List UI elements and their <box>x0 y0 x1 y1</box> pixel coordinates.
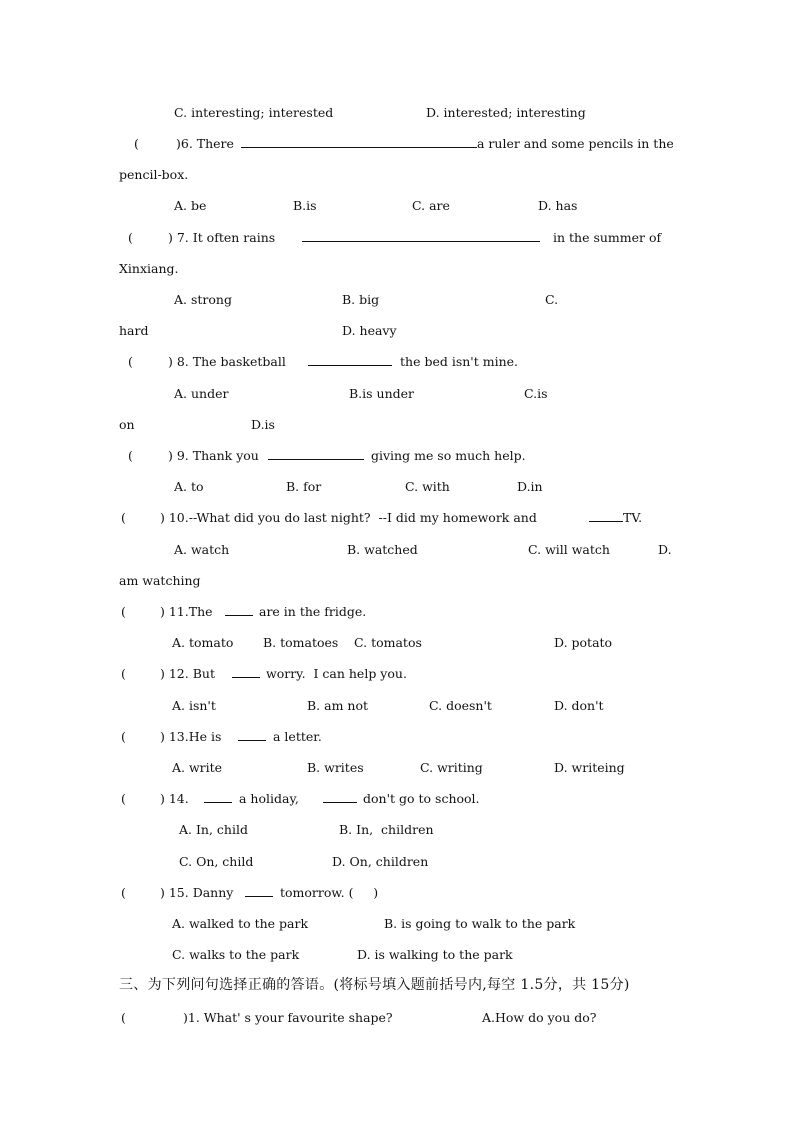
q15-answer-blank[interactable] <box>245 885 273 901</box>
q12-question-end: worry. I can help you. <box>266 666 407 681</box>
q6-question-start: )6. There <box>176 136 234 151</box>
q10-option-d: D. <box>658 542 672 557</box>
q8-paren-open: ( <box>128 354 133 369</box>
q15-option-b: B. is going to walk to the park <box>384 916 576 931</box>
q12-option-d: D. don't <box>554 698 604 713</box>
q8-question-start: ) 8. The basketball <box>168 354 286 369</box>
q14-question-middle: a holiday, <box>239 791 299 806</box>
q7-option-b: B. big <box>342 292 380 307</box>
q7-answer-blank[interactable] <box>302 230 540 246</box>
q15-option-d: D. is walking to the park <box>357 947 513 962</box>
q8-answer-blank[interactable] <box>308 354 392 370</box>
q9-option-a: A. to <box>174 479 204 494</box>
section-3-heading: 三、为下列问句选择正确的答语。(将标号填入题前括号内,每空 1.5分，共 15分) <box>119 977 630 993</box>
q6-option-b: B.is <box>293 198 317 213</box>
q10-option-c: C. will watch <box>528 542 610 557</box>
q11-question-start: ) 11.The <box>160 604 213 619</box>
q14-answer-blank-1[interactable] <box>204 791 232 807</box>
q9-option-d: D.in <box>517 479 543 494</box>
q9-question-end: giving me so much help. <box>371 448 526 463</box>
q12-option-b: B. am not <box>307 698 369 713</box>
q8-question-end: the bed isn't mine. <box>400 354 518 369</box>
q15-option-c: C. walks to the park <box>172 947 300 962</box>
q8-option-d: D.is <box>251 417 275 432</box>
q15-question-start: ) 15. Danny <box>160 885 234 900</box>
q6-question-end: a ruler and some pencils in the <box>477 136 674 151</box>
q8-option-b: B.is under <box>349 386 415 401</box>
q14-question-start: ) 14. <box>160 791 189 806</box>
q14-option-c: C. On, child <box>179 854 254 869</box>
q11-answer-blank[interactable] <box>225 604 253 620</box>
q6-option-c: C. are <box>412 198 450 213</box>
q13-question-start: ) 13.He is <box>160 729 222 744</box>
q13-question-end: a letter. <box>273 729 322 744</box>
q8-option-c: C.is <box>524 386 548 401</box>
q8-option-c-continued: on <box>119 417 135 432</box>
q11-paren-open: ( <box>121 604 126 619</box>
q9-question-start: ) 9. Thank you <box>168 448 259 463</box>
q7-option-a: A. strong <box>174 292 232 307</box>
q14-option-b: B. In, children <box>339 822 434 837</box>
q13-option-a: A. write <box>172 760 223 775</box>
q12-answer-blank[interactable] <box>232 666 260 682</box>
q14-answer-blank-2[interactable] <box>323 791 357 807</box>
q9-answer-blank[interactable] <box>268 448 364 464</box>
q5-option-c: C. interesting; interested <box>174 105 334 120</box>
q6-option-a: A. be <box>174 198 207 213</box>
q11-option-c: C. tomatos <box>354 635 422 650</box>
q9-paren-open: ( <box>128 448 133 463</box>
q14-question-end: don't go to school. <box>363 791 480 806</box>
q6-question-continued: pencil-box. <box>119 167 189 182</box>
q13-option-b: B. writes <box>307 760 364 775</box>
q7-option-c: C. <box>545 292 559 307</box>
q7-paren-open: ( <box>128 230 133 245</box>
q14-option-d: D. On, children <box>332 854 429 869</box>
q7-question-start: ) 7. It often rains <box>168 230 276 245</box>
q6-paren-open: ( <box>134 136 139 151</box>
section-3-q1-question: )1. What' s your favourite shape? <box>183 1010 393 1025</box>
q15-paren-open: ( <box>121 885 126 900</box>
q7-option-d: D. heavy <box>342 323 397 338</box>
q10-option-a: A. watch <box>174 542 230 557</box>
q8-option-a: A. under <box>174 386 229 401</box>
q13-option-d: D. writeing <box>554 760 625 775</box>
q7-question-end: in the summer of <box>553 230 662 245</box>
q11-question-end: are in the fridge. <box>259 604 367 619</box>
q7-option-c-continued: hard <box>119 323 149 338</box>
q12-question-start: ) 12. But <box>160 666 215 681</box>
q12-option-c: C. doesn't <box>429 698 492 713</box>
q9-option-b: B. for <box>286 479 322 494</box>
q13-option-c: C. writing <box>420 760 483 775</box>
q10-option-b: B. watched <box>347 542 418 557</box>
q10-paren-open: ( <box>121 510 126 525</box>
q11-option-b: B. tomatoes <box>263 635 339 650</box>
q11-option-a: A. tomato <box>172 635 234 650</box>
q11-option-d: D. potato <box>554 635 613 650</box>
q13-answer-blank[interactable] <box>238 729 266 745</box>
q6-answer-blank[interactable] <box>241 136 477 152</box>
q12-paren-open: ( <box>121 666 126 681</box>
q10-question-end: TV. <box>623 510 643 525</box>
q15-option-a: A. walked to the park <box>172 916 309 931</box>
q13-paren-open: ( <box>121 729 126 744</box>
q14-paren-open: ( <box>121 791 126 806</box>
q12-option-a: A. isn't <box>172 698 216 713</box>
q10-option-d-continued: am watching <box>119 573 201 588</box>
section-3-q1-paren-open: ( <box>121 1010 126 1025</box>
q10-question-start: ) 10.--What did you do last night? --I did my homework and <box>160 510 537 525</box>
section-3-answer-a: A.How do you do? <box>482 1010 597 1025</box>
q5-option-d: D. interested; interesting <box>426 105 586 120</box>
q10-answer-blank[interactable] <box>589 510 623 526</box>
q6-option-d: D. has <box>538 198 578 213</box>
q15-question-end: tomorrow. ( ) <box>280 885 379 900</box>
q14-option-a: A. In, child <box>179 822 248 837</box>
q9-option-c: C. with <box>405 479 450 494</box>
q7-question-continued: Xinxiang. <box>119 261 179 276</box>
